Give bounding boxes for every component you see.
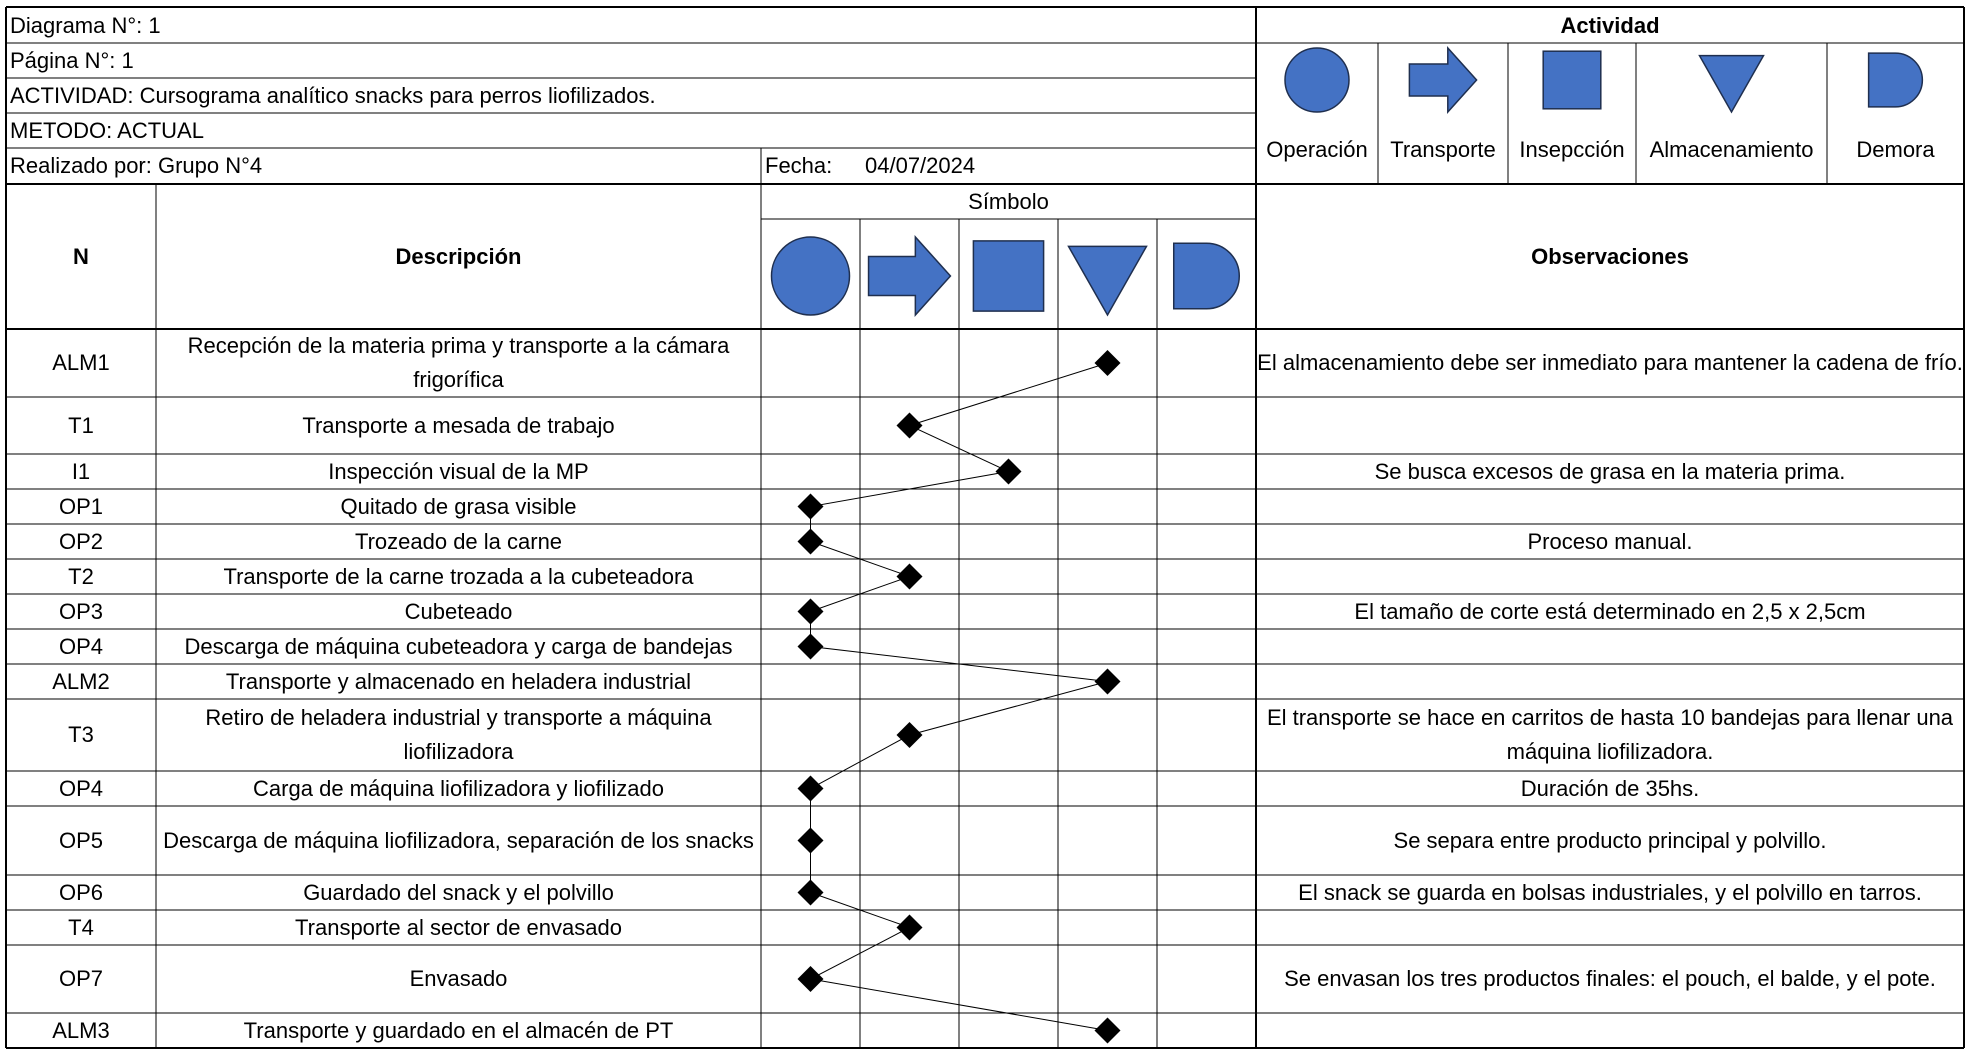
row-number: OP2 xyxy=(58,528,104,554)
flow-step-marker xyxy=(798,529,824,555)
row-observation: Se separa entre producto principal y polvillo. xyxy=(1393,827,1827,853)
legend-label: Almacenamiento xyxy=(1649,137,1814,162)
flow-step-marker xyxy=(1095,350,1121,376)
row-number: ALM2 xyxy=(52,668,110,694)
row-description: Cubeteado xyxy=(404,598,513,624)
flow-step-marker xyxy=(897,564,923,590)
row-number: ALM3 xyxy=(52,1017,110,1043)
row-description: Retiro de heladera industrial y transporte a máquina liofilizadora xyxy=(205,705,712,764)
legend-label: Demora xyxy=(1856,137,1935,162)
row-observation: Duración de 35hs. xyxy=(1520,775,1700,801)
date-value: 04/07/2024 xyxy=(865,153,976,178)
row-description: Transporte y guardado en el almacén de PT xyxy=(243,1017,674,1043)
legend-label: Insepcción xyxy=(1519,137,1625,162)
legend-circle-icon xyxy=(1285,48,1349,112)
flow-step-marker xyxy=(798,494,824,520)
flow-step-marker xyxy=(798,966,824,992)
row-number: T3 xyxy=(68,722,94,747)
flow-step-marker xyxy=(897,915,923,941)
row-number: ALM1 xyxy=(52,350,110,375)
flow-step-marker xyxy=(1095,669,1121,695)
column-header-symbol: Símbolo xyxy=(968,188,1049,214)
row-number: OP4 xyxy=(58,633,104,659)
row-description: Carga de máquina liofilizadora y liofilizado xyxy=(253,775,664,801)
flow-step-marker xyxy=(798,634,824,660)
row-number: OP6 xyxy=(58,879,104,905)
flow-step-marker xyxy=(996,459,1022,485)
triangle-down-icon xyxy=(1069,246,1147,315)
row-description: Transporte y almacenado en heladera industrial xyxy=(225,668,692,694)
row-number: OP7 xyxy=(58,966,104,991)
activity-title: ACTIVIDAD: Cursograma analítico snacks para perros liofilizados. xyxy=(10,82,656,108)
row-description: Recepción de la materia prima y transporte a la cámara frigorífica xyxy=(187,333,730,392)
flow-step-marker xyxy=(798,776,824,802)
column-header-n: N xyxy=(73,243,89,269)
flow-step-marker xyxy=(798,599,824,625)
circle-icon xyxy=(772,237,850,315)
row-number: OP4 xyxy=(58,775,104,801)
d-shape-icon xyxy=(1174,243,1240,309)
row-number: T4 xyxy=(68,914,94,940)
row-observation: El tamaño de corte está determinado en 2,5 x 2,5cm xyxy=(1354,598,1866,624)
flow-step-marker xyxy=(897,722,923,748)
row-observation xyxy=(1256,1013,1964,1048)
square-icon xyxy=(973,241,1043,311)
row-observation xyxy=(1256,910,1964,945)
row-observation: El transporte se hace en carritos de hasta 10 bandejas para llenar una máquina liofilizadora. xyxy=(1266,705,1954,764)
flow-step-marker xyxy=(798,880,824,906)
legend-label: Transporte xyxy=(1390,137,1496,162)
row-number: OP3 xyxy=(58,598,104,624)
row-observation xyxy=(1256,397,1964,454)
row-observation: El almacenamiento debe ser inmediato para mantener la cadena de frío. xyxy=(1257,350,1963,375)
legend-square-icon xyxy=(1543,51,1601,109)
row-number: T2 xyxy=(68,563,94,589)
row-observation: Se envasan los tres productos finales: el pouch, el balde, y el pote. xyxy=(1284,966,1936,991)
arrow-icon xyxy=(869,237,951,315)
row-description: Quitado de grasa visible xyxy=(340,493,577,519)
diagram-number: Diagrama N°: 1 xyxy=(10,12,161,38)
legend-triangle-down-icon xyxy=(1700,56,1764,112)
row-number: OP5 xyxy=(58,827,104,853)
row-description: Envasado xyxy=(409,966,508,991)
row-observation: Proceso manual. xyxy=(1527,528,1693,554)
row-observation xyxy=(1256,489,1964,524)
row-observation: El snack se guarda en bolsas industriales, y el polvillo en tarros. xyxy=(1298,879,1922,905)
page-number: Página N°: 1 xyxy=(10,47,134,73)
made-by-label: Realizado por: Grupo N°4 xyxy=(10,153,263,178)
row-description: Guardado del snack y el polvillo xyxy=(303,879,614,905)
row-description: Transporte a mesada de trabajo xyxy=(302,412,615,438)
legend-label: Operación xyxy=(1266,137,1368,162)
legend-d-shape-icon xyxy=(1869,53,1923,107)
flow-step-marker xyxy=(798,828,824,854)
row-observation: Se busca excesos de grasa en la materia prima. xyxy=(1374,458,1846,484)
row-description: Transporte de la carne trozada a la cubeteadora xyxy=(223,563,694,589)
row-number: T1 xyxy=(68,412,94,438)
row-description: Descarga de máquina liofilizadora, separación de los snacks xyxy=(163,827,754,853)
flow-step-marker xyxy=(1095,1018,1121,1044)
row-description: Trozeado de la carne xyxy=(354,528,563,554)
row-observation xyxy=(1256,629,1964,664)
row-number: OP1 xyxy=(58,493,104,519)
row-number: I1 xyxy=(71,458,91,484)
date-label: Fecha: xyxy=(765,153,833,178)
row-description: Inspección visual de la MP xyxy=(328,458,589,484)
column-header-observations: Observaciones xyxy=(1531,243,1689,269)
flow-step-marker xyxy=(897,413,923,439)
row-description: Transporte al sector de envasado xyxy=(295,914,622,940)
method-label: METODO: ACTUAL xyxy=(10,117,204,143)
legend-title: Actividad xyxy=(1560,12,1660,38)
row-description: Descarga de máquina cubeteadora y carga de bandejas xyxy=(184,633,733,659)
column-header-description: Descripción xyxy=(395,243,522,269)
row-observation xyxy=(1256,664,1964,699)
row-observation xyxy=(1256,559,1964,594)
legend-arrow-icon xyxy=(1409,48,1476,112)
